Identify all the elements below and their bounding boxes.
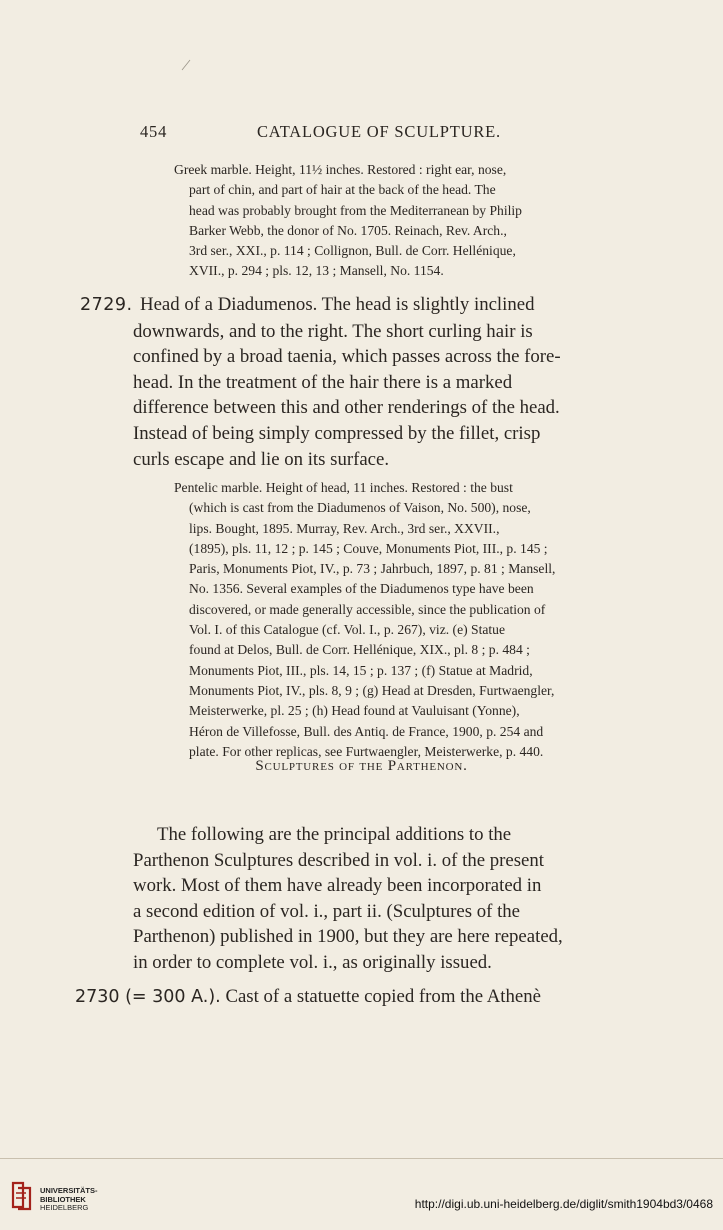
section-heading: Sculptures of the Parthenon. — [255, 758, 468, 774]
para-line: in order to complete vol. i., as originally issued. — [133, 951, 492, 973]
note2-line: discovered, or made generally accessible, since the publication of — [189, 601, 546, 617]
entry-line: Head of a Diadumenos. The head is slightly inclined — [140, 294, 535, 315]
note2-line: No. 1356. Several examples of the Diadumenos type have been — [189, 581, 534, 597]
note1-line: Barker Webb, the donor of No. 1705. Reinach, Rev. Arch., — [189, 222, 507, 238]
note2-line: Héron de Villefosse, Bull. des Antiq. de France, 1900, p. 254 and — [189, 723, 544, 739]
note2-line: found at Delos, Bull. de Corr. Hellénique, XIX., pl. 8 ; p. 484 ; — [189, 642, 530, 658]
entry-2729 — [80, 292, 640, 472]
entry-line: Instead of being simply compressed by the fillet, crisp — [133, 422, 541, 444]
para-line: a second edition of vol. i., part ii. (Sculptures of the — [133, 900, 521, 922]
page-url-link[interactable]: http://digi.ub.uni-heidelberg.de/diglit/smith1904bd3/0468 — [414, 1197, 713, 1211]
digitization-footer — [0, 1158, 723, 1230]
pencil-mark — [180, 58, 192, 72]
note2-line: Monuments Piot, III., pls. 14, 15 ; p. 137 ; (f) Statue at Madrid, — [189, 662, 533, 678]
running-title: CATALOGUE OF SCULPTURE. — [257, 122, 501, 141]
note2-line: Pentelic marble. Height of head, 11 inches. Restored : the bust — [174, 480, 513, 495]
note2-line: Paris, Monuments Piot, IV., p. 73 ; Jahrbuch, 1897, p. 81 ; Mansell, — [189, 561, 556, 577]
entry-line: downwards, and to the right. The short curling hair is — [133, 320, 533, 342]
note2-line: Monuments Piot, IV., pls. 8, 9 ; (g) Head at Dresden, Furtwaengler, — [189, 682, 555, 698]
note2-line: Vol. I. of this Catalogue (cf. Vol. I., p. 267), viz. (e) Statue — [189, 622, 505, 638]
para-line: The following are the principal additions to the — [157, 824, 512, 845]
logo-line: HEIDELBERG — [40, 1203, 89, 1212]
entry-number: 2729. — [80, 295, 133, 315]
note2-line: lips. Bought, 1895. Murray, Rev. Arch., 3rd ser., XXVII., — [189, 520, 500, 536]
note-entry-2729 — [174, 478, 640, 762]
intro-paragraph — [133, 822, 643, 976]
entry-line: difference between this and other renderings of the head. — [133, 397, 560, 419]
library-logo-icon — [10, 1179, 36, 1211]
entry-line: curls escape and lie on its surface. — [133, 448, 390, 470]
entry-line: Cast of a statuette copied from the Athenè — [225, 986, 541, 1007]
entry-line: confined by a broad taenia, which passes across the fore- — [133, 346, 561, 368]
para-line: work. Most of them have already been incorporated in — [133, 875, 542, 897]
logo-line: BIBLIOTHEK — [40, 1194, 86, 1204]
para-line: Parthenon Sculptures described in vol. i. of the present — [133, 849, 545, 871]
note1-line: Greek marble. Height, 11½ inches. Restored : right ear, nose, — [174, 162, 507, 177]
para-line: Parthenon) published in 1900, but they are here repeated, — [133, 926, 563, 948]
note1-line: XVII., p. 294 ; pls. 12, 13 ; Mansell, No. 1154. — [189, 263, 444, 279]
entry-number: 2730 (= 300 A.). — [75, 987, 221, 1007]
note2-line: plate. For other replicas, see Furtwaengler, Meisterwerke, p. 440. — [189, 743, 544, 759]
library-name — [40, 1187, 98, 1213]
entry-line: head. In the treatment of the hair there is a marked — [133, 371, 513, 393]
note1-line: 3rd ser., XXI., p. 114 ; Collignon, Bull. de Corr. Hellénique, — [189, 243, 516, 259]
note1-line: part of chin, and part of hair at the back of the head. The — [189, 182, 496, 198]
page-number: 454 — [140, 122, 168, 141]
note2-line: (1895), pls. 11, 12 ; p. 145 ; Couve, Monuments Piot, III., p. 145 ; — [189, 540, 548, 556]
note1-line: head was probably brought from the Mediterranean by Philip — [189, 202, 522, 218]
entry-2730 — [75, 984, 645, 1011]
logo-line: UNIVERSITÄTS- — [40, 1186, 98, 1195]
note2-line: Meisterwerke, pl. 25 ; (h) Head found at Vauluisant (Yonne), — [189, 703, 520, 719]
note-previous-entry — [174, 160, 640, 282]
note2-line: (which is cast from the Diadumenos of Vaison, No. 500), nose, — [189, 500, 531, 516]
